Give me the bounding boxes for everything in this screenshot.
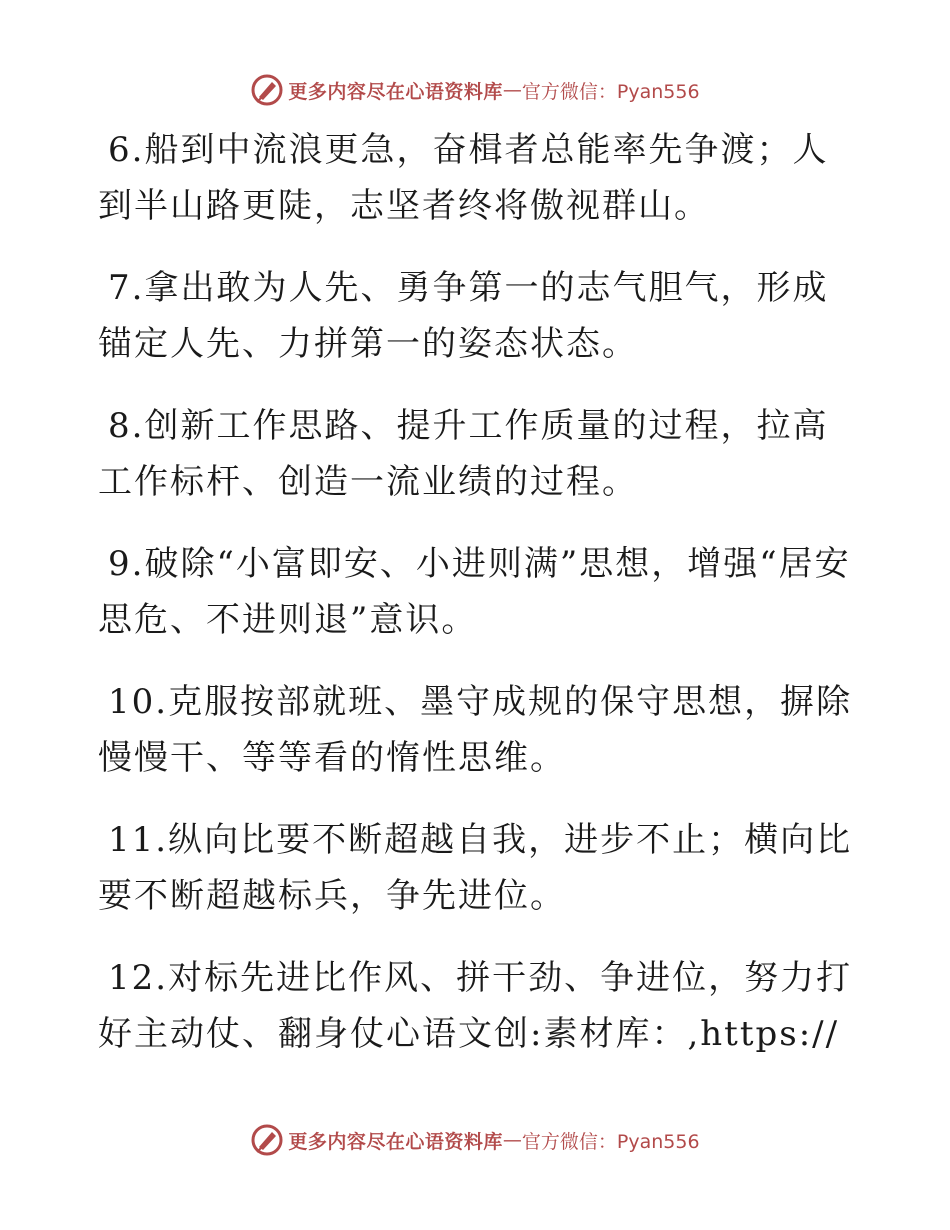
- paragraph-text: 克服按部就班、墨守成规的保守思想，摒除慢慢干、等等看的惰性思维。: [98, 682, 853, 778]
- paragraph-text: 创新工作思路、提升工作质量的过程，拉高工作标杆、创造一流业绩的过程。: [98, 406, 829, 502]
- paragraph-number: 12.: [108, 958, 169, 998]
- paragraph-number: 7.: [108, 268, 145, 308]
- header-separator: —: [502, 79, 522, 101]
- paragraph-text: 纵向比要不断超越自我，进步不止；横向比要不断超越标兵，争先进位。: [98, 820, 853, 916]
- header-brand-text: 更多内容尽在心语资料库: [288, 80, 503, 103]
- footer-brand-text: 更多内容尽在心语资料库: [288, 1130, 503, 1153]
- header-banner: [0, 70, 950, 110]
- footer-banner: [0, 1120, 950, 1160]
- paragraph-text: 船到中流浪更急，奋楫者总能率先争渡；人到半山路更陡，志坚者终将傲视群山。: [98, 130, 829, 226]
- paragraph-text: 对标先进比作风、拼干劲、争进位，努力打好主动仗、翻身仗心语文创:素材库：,https://: [98, 958, 853, 1054]
- paragraph-number: 6.: [108, 130, 145, 170]
- paragraph-number: 9.: [108, 544, 145, 584]
- paragraph-6: [98, 122, 858, 234]
- paragraph-7: [98, 260, 858, 372]
- paragraph-text: 破除“小富即安、小进则满”思想，增强“居安思危、不进则退”意识。: [98, 544, 851, 640]
- paragraph-9: [98, 536, 858, 648]
- paragraph-number: 8.: [108, 406, 145, 446]
- paragraph-number: 11.: [108, 820, 169, 860]
- footer-separator: —: [502, 1129, 522, 1151]
- document-body: [98, 122, 858, 1088]
- paragraph-10: [98, 674, 858, 786]
- paragraph-11: [98, 812, 858, 924]
- paragraph-12: [98, 950, 858, 1062]
- paragraph-number: 10.: [108, 682, 169, 722]
- pen-nib-logo-icon: [250, 73, 284, 107]
- pen-nib-logo-icon: [250, 1123, 284, 1157]
- paragraph-text: 拿出敢为人先、勇争第一的志气胆气，形成锚定人先、力拼第一的姿态状态。: [98, 268, 829, 364]
- header-wechat-text: 官方微信：Pyan556: [521, 80, 700, 103]
- footer-wechat-text: 官方微信：Pyan556: [521, 1130, 700, 1153]
- paragraph-8: [98, 398, 858, 510]
